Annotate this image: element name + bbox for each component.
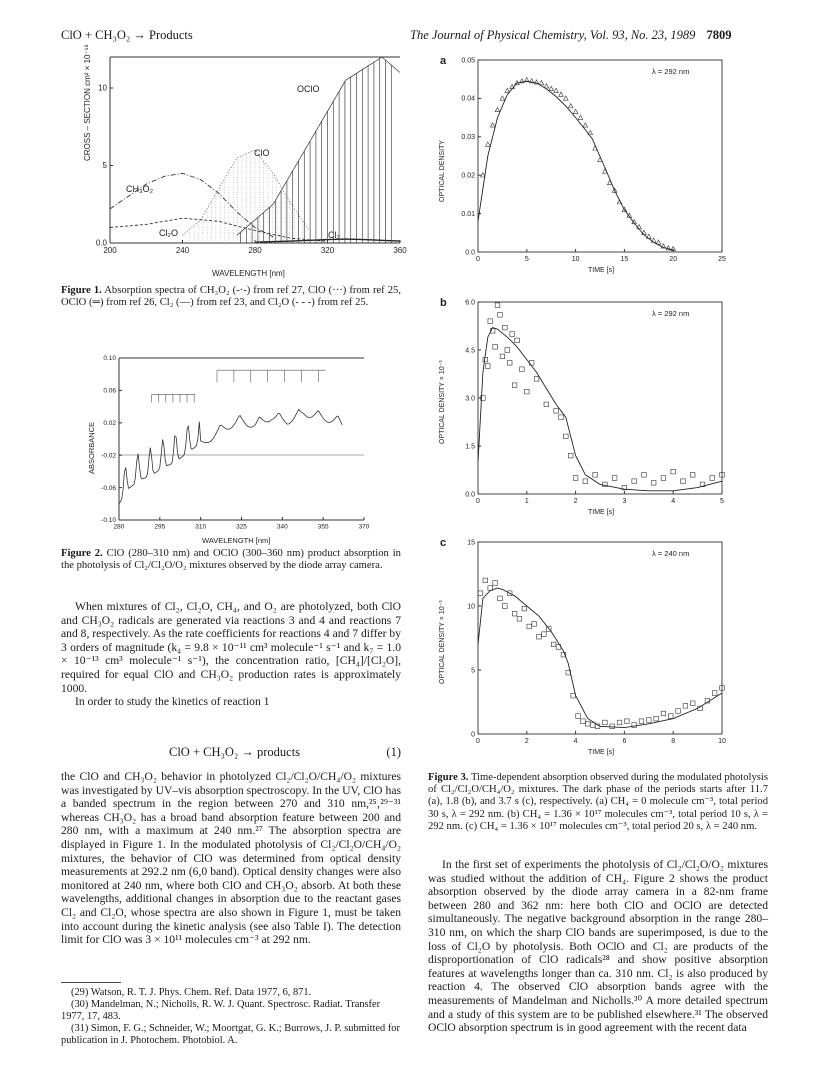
figure-3c-data-point: [503, 604, 508, 609]
figure-3a-data-point: [485, 142, 490, 146]
figure-3b-data-point: [534, 377, 539, 382]
figure-3c-data-point: [610, 724, 615, 729]
figure-3b-x-label: TIME [s]: [588, 509, 615, 516]
footnote-references: [61, 982, 401, 1047]
figure-1-caption-label: Figure 1.: [61, 285, 102, 296]
figure-3c-data-point: [668, 714, 673, 719]
figure-1-caption-text: Absorption spectra of CH₃O₂ (-·-) from ref 27, ClO (···) from ref 25, OClO (═) from ref 26, Cl₂ (—) from ref 23, and Cl₂O (- - -) from ref 25.: [61, 285, 401, 309]
figure-3b-data-point: [520, 367, 525, 372]
figure-3a-data-point: [554, 88, 559, 92]
figure-3c-data-point: [654, 716, 659, 721]
figure-3b-plot: [465, 299, 724, 505]
figure-3c-data-point: [512, 611, 517, 616]
figure-1-x-tick-label: 240: [175, 246, 190, 255]
figure-3c-data-point: [576, 714, 581, 719]
figure-1-x-tick-label: 280: [248, 246, 262, 255]
figure-3a-data-point: [578, 115, 583, 119]
figure-3b-data-point: [690, 473, 695, 478]
figure-3b-data-point: [488, 319, 493, 324]
figure-3c-data-point: [537, 634, 542, 639]
figure-3a-fit-line: [478, 81, 673, 250]
figure-3a-data-point: [573, 109, 578, 113]
figure-3b-y-tick-label: 3.0: [465, 395, 475, 403]
figure-3c-data-point: [683, 704, 688, 709]
figure-3b-x-tick-label: 5: [720, 498, 724, 505]
figure-3a-chart: [430, 52, 760, 278]
equation-1: [61, 745, 401, 761]
figure-3c-fit-line: [478, 588, 722, 728]
figure-3b-y-label: OPTICAL DENSITY × 10⁻³: [439, 360, 446, 444]
figure-3c-data-point: [478, 591, 483, 596]
figure-3b-data-point: [525, 389, 530, 394]
figure-3c-y-tick-label: 15: [467, 539, 475, 547]
figure-3c-data-point: [676, 709, 681, 714]
figure-3c-data-point: [625, 719, 630, 724]
figure-3c-x-tick-label: 10: [718, 738, 726, 745]
figure-3b-fit-line: [478, 328, 722, 491]
figure-3c-x-tick-label: 6: [622, 738, 627, 745]
figure-3a-x-tick-label: 10: [571, 256, 580, 263]
figure-3b-data-point: [485, 364, 490, 369]
figure-2-x-label: WAVELENGTH [nm]: [202, 536, 271, 545]
figure-1-y-label: CROSS – SECTION cm² × 10⁻¹⁸: [83, 44, 92, 161]
figure-3c-data-point: [493, 581, 498, 586]
figure-3a-panel-letter: a: [440, 55, 447, 67]
figure-3b-data-point: [495, 303, 500, 308]
paragraph-mixtures: When mixtures of Cl₂, Cl₂O, CH₄, and O₂ are photolyzed, both ClO and CH₃O₂ radicals are generated via reactions 3 and 4 and reactions 7 and 8, respectively. As the rate coefficients for reactions 4 and 7 differ by 3 orders of magnitude (k₄ = 9.8 × 10⁻¹¹ cm³ molecule⁻¹ s⁻¹ and k₇ = 1.0 × 10⁻¹³ cm³ molecule⁻¹ s⁻¹), the concentration ratio, [CH₄]/[Cl₂O], required for equal ClO and CH₃O₂ production rates is approximately 1000.: [61, 600, 401, 695]
figure-3-caption: [428, 772, 768, 833]
figure-1-x-tick-label: 360: [393, 246, 407, 255]
figure-3c-data-point: [542, 632, 547, 637]
figure-3c-data-point: [690, 701, 695, 706]
label-oclo: OClO: [297, 84, 320, 94]
figure-3c-data-point: [571, 693, 576, 698]
paragraph-first-experiments: In the first set of experiments the photolysis of Cl₂/Cl₂O/O₂ mixtures was studied without the addition of CH₄. Figure 2 shows the product absorption observed by the diode array camera in a 82-nm frame between 280 and 362 nm: here both ClO and OClO are detected simultaneously. The negative background absorption in the range 280–310 nm, on which the sharp ClO bands are superimposed, is due to the loss of Cl₂O by photolysis. Both OClO and Cl₂ are products of the disproportionation of ClO radicals²⁸ and show positive absorption features at wavelengths longer than ca. 310 nm. Cl₂ is also produced by reaction 4. The observed ClO absorption bands agree with the measurements of Mandelman and Nicholls.³⁰ A more detailed spectrum and a study of this system are to be published elsewhere.³¹ The observed OClO absorption spectrum is in good agreement with the recent data: [428, 858, 768, 1035]
figure-3c-data-point: [551, 642, 556, 647]
figure-3b-x-tick-label: 2: [573, 498, 578, 505]
figure-3a-x-tick-label: 15: [620, 256, 629, 263]
figure-2-y-tick-label: 0.02: [103, 419, 116, 427]
figure-3b-data-point: [498, 313, 503, 318]
figure-3a-data-point: [490, 123, 495, 127]
figure-2-trace: [119, 409, 342, 504]
figure-3a-data-point: [656, 240, 661, 244]
figure-3a-y-tick-label: 0.02: [461, 172, 475, 180]
figure-3a-data-point: [568, 104, 573, 108]
figure-3b-data-point: [568, 453, 573, 458]
figure-3c-y-tick-label: 0: [471, 731, 475, 739]
figure-3a-data-point: [500, 96, 505, 100]
left-column-text-continued: [61, 770, 401, 947]
series-cl2o-line: [110, 218, 328, 241]
figure-3a-y-tick-label: 0.04: [461, 95, 475, 103]
figure-3a-x-tick-label: 25: [718, 256, 726, 263]
figure-1-chart: [82, 44, 407, 285]
figure-3c-data-point: [517, 617, 522, 622]
figure-3b-data-point: [505, 348, 510, 353]
figure-2-x-tick-label: 295: [154, 523, 166, 531]
figure-3b-data-point: [512, 383, 517, 388]
label-cl2: Cl₂: [328, 230, 340, 240]
label-cl2o: Cl₂O: [159, 228, 178, 238]
figure-3: [430, 52, 760, 772]
figure-3c-data-point: [498, 596, 503, 601]
figure-3c-data-point: [527, 624, 532, 629]
figure-3c-x-tick-label: 2: [524, 738, 529, 745]
figure-3c-x-tick-label: 0: [476, 738, 480, 745]
paragraph-uv-spectroscopy: the ClO and CH₃O₂ behavior in photolyzed Cl₂/Cl₂O/CH₄/O₂ mixtures was investigated by UV–vis absorption spectroscopy. In the UV, ClO has a banded spectrum in the region between 270 and 310 nm,²⁵‚²⁹⁻³¹ whereas CH₃O₂ has a broad band absorption feature between 200 and 280 nm, with a maximum at 240 nm.²⁷ The absorption spectra are displayed in Figure 1. In the modulated photolysis of Cl₂/Cl₂O/CH₄/O₂ mixtures, the behavior of ClO was determined from optical density measurements at 292.2 nm (6,0 band). Optical density changes were also monitored at 240 nm, where both ClO and CH₃O₂ absorb. At both these wavelengths, additional changes in absorption due to the reactant gases Cl₂ and Cl₂O, whose spectra are also shown in Figure 1, must be taken into account during the kinetic analysis (see also Table I). The detection limit for ClO was 3 × 10¹¹ molecules cm⁻³ at 292 nm.: [61, 770, 401, 947]
figure-3b-data-point: [515, 338, 520, 343]
figure-1-x-label: WAVELENGTH [nm]: [212, 269, 285, 278]
label-ch3o2: CH₃O₂: [126, 184, 154, 194]
figure-3b-data-point: [681, 479, 686, 484]
figure-2-y-tick-label: -0.06: [101, 484, 116, 492]
figure-3b-data-point: [503, 325, 508, 330]
figure-2-y-tick-label: 0.06: [103, 387, 116, 395]
figure-2-x-tick-label: 340: [276, 523, 288, 531]
equation-1-number: (1): [386, 745, 401, 759]
paragraph-kinetics-intro: In order to study the kinetics of reaction 1: [75, 695, 270, 709]
figure-3c-data-point: [661, 711, 666, 716]
figure-3a-data-point: [539, 81, 544, 85]
figure-2-x-tick-label: 325: [236, 523, 247, 531]
equation-1-body: ClO + CH₃O₂ → products: [169, 745, 301, 759]
figure-3c-wavelength: λ = 240 nm: [652, 549, 690, 558]
figure-2-x-tick-label: 280: [113, 523, 125, 531]
figure-2-caption-text: ClO (280–310 nm) and OClO (300–360 nm) product absorption in the photolysis of Cl₂/Cl₂O/O₂ mixtures observed by the diode array camera.: [61, 548, 401, 572]
figure-3c-x-tick-label: 8: [671, 738, 676, 745]
figure-3b-data-point: [651, 481, 656, 486]
figure-1-caption: [61, 285, 401, 309]
figure-3b-data-point: [564, 434, 569, 439]
series-clo-line: [183, 150, 310, 235]
figure-3a-plot: [461, 57, 726, 263]
figure-3c-data-point: [617, 720, 622, 725]
figure-2-x-tick-label: 310: [195, 523, 207, 531]
figure-1-x-tick-label: 200: [103, 246, 117, 255]
figure-3c-y-tick-label: 5: [471, 667, 475, 675]
page-number: 7809: [706, 28, 732, 42]
figure-3c-y-tick-label: 10: [467, 603, 475, 611]
figure-3a-data-point: [544, 84, 549, 88]
figure-3c-data-point: [590, 723, 595, 728]
figure-3a-data-point: [505, 88, 510, 92]
figure-3c-data-point: [532, 622, 537, 627]
figure-3a-data-point: [559, 92, 564, 96]
figure-3b-data-point: [710, 476, 715, 481]
figure-3-caption-label: Figure 3.: [428, 772, 469, 783]
figure-3b-data-point: [544, 402, 549, 407]
figure-1-x-tick-label: 320: [320, 246, 335, 255]
figure-3c-data-point: [522, 606, 527, 611]
footnote-rule: [61, 982, 121, 983]
running-header-journal: [410, 28, 732, 43]
figure-1-y-tick-label: 5: [102, 161, 107, 171]
figure-3a-y-tick-label: 0.01: [461, 210, 475, 218]
figure-2-y-tick-label: -0.02: [101, 452, 116, 460]
figure-2-y-tick-label: 0.10: [103, 355, 116, 363]
figure-3a-x-tick-label: 0: [476, 256, 480, 263]
figure-3c-plot: [467, 539, 726, 745]
figure-3b-x-tick-label: 0: [476, 498, 480, 505]
figure-3b-data-point: [661, 476, 666, 481]
figure-2-caption: [61, 548, 401, 572]
figure-3a-y-tick-label: 0.0: [465, 249, 475, 257]
figure-3b-data-point: [507, 361, 512, 366]
figure-3c-data-point: [712, 691, 717, 696]
figure-3a-x-label: TIME [s]: [588, 267, 615, 274]
figure-3b-x-tick-label: 4: [671, 498, 676, 505]
figure-3b-frame: [478, 302, 722, 494]
figure-3b-data-point: [493, 345, 498, 350]
figure-3b-y-tick-label: 0.0: [465, 491, 475, 499]
figure-2-y-label: ABSORBANCE: [87, 421, 96, 474]
journal-citation: The Journal of Physical Chemistry, Vol. 93, No. 23, 1989: [410, 28, 696, 42]
figure-3c-data-point: [647, 718, 652, 723]
figure-3c-frame: [478, 542, 722, 734]
figure-3a-x-tick-label: 5: [524, 256, 529, 263]
figure-3b-data-point: [593, 473, 598, 478]
figure-3c-y-label: OPTICAL DENSITY × 10⁻³: [439, 600, 446, 684]
figure-3b-data-point: [554, 409, 559, 414]
figure-2-caption-label: Figure 2.: [61, 548, 103, 559]
figure-3c-data-point: [483, 578, 488, 583]
figure-3c-data-point: [603, 720, 608, 725]
right-column-text: [428, 858, 768, 1035]
figure-3b-data-point: [500, 354, 505, 359]
figure-3b-data-point: [612, 476, 617, 481]
reference-30: (30) Mandelman, N.; Nicholls, R. W. J. Quant. Spectrosc. Radiat. Transfer 1977, 17, 483.: [61, 999, 381, 1022]
figure-3b-data-point: [671, 469, 676, 474]
figure-3c-x-label: TIME [s]: [588, 749, 615, 756]
figure-3b-data-point: [559, 415, 564, 420]
figure-3b-x-tick-label: 3: [622, 498, 627, 505]
figure-3a-data-point: [549, 86, 554, 90]
figure-3b-data-point: [583, 479, 588, 484]
label-clo: ClO: [254, 148, 270, 158]
figure-3a-y-tick-label: 0.05: [461, 57, 475, 65]
left-column-text: [61, 600, 401, 709]
figure-2-chart: [84, 355, 404, 550]
figure-3a-x-tick-label: 20: [669, 256, 678, 263]
figure-3b-y-tick-label: 4.5: [465, 347, 475, 355]
figure-3b-y-tick-label: 1.5: [465, 443, 475, 451]
running-header-title: ClO + CH₃O₂ → Products: [61, 28, 193, 42]
figure-3a-y-label: OPTICAL DENSITY: [439, 140, 446, 202]
reference-31: (31) Simon, F. G.; Schneider, W.; Moortgat, G. K.; Burrows, J. P. submitted for publication in J. Photochem. Photobiol. A.: [61, 1023, 400, 1046]
figure-1-y-tick-label: 0.0: [95, 238, 107, 248]
figure-3a-y-tick-label: 0.03: [461, 134, 475, 142]
figure-3c-x-tick-label: 4: [573, 738, 578, 745]
figure-3b-panel-letter: b: [440, 297, 447, 309]
figure-3c-data-point: [581, 719, 586, 724]
figure-3b-chart: [430, 294, 760, 520]
figure-3b-data-point: [510, 332, 515, 337]
figure-3b-wavelength: λ = 292 nm: [652, 309, 690, 318]
figure-3c-panel-letter: c: [440, 537, 447, 549]
figure-3-caption-text: Time-dependent absorption observed during the modulated photolysis of Cl₂/Cl₂O/CH₄/O₂ mixtures. The dark phase of the periods starts after 11.7 (a), 1.8 (b), and 3.7 s (c), respectively. (a) CH₄ = 0 molecule cm⁻³, total period 30 s, λ = 292 nm. (b) CH₄ = 1.36 × 10¹⁷ molecules cm⁻³, total period 10 s, λ = 292 nm. (c) CH₄ = 1.36 × 10¹⁷ molecules cm⁻³, total period 20 s, λ = 240 nm.: [428, 772, 768, 832]
figure-3a-wavelength: λ = 292 nm: [652, 67, 690, 76]
figure-3b-data-point: [573, 476, 578, 481]
figure-2-y-tick-label: -0.10: [101, 517, 116, 525]
figure-3a-data-point: [583, 123, 588, 127]
figure-3b-data-point: [632, 479, 637, 484]
figure-3c-data-point: [639, 719, 644, 724]
figure-2-x-tick-label: 355: [317, 523, 329, 531]
figure-3b-x-tick-label: 1: [524, 498, 529, 505]
figure-3c-data-point: [586, 721, 591, 726]
figure-3c-chart: [430, 534, 760, 760]
figure-3a-data-point: [495, 107, 500, 111]
figure-3a-data-point: [564, 96, 569, 100]
figure-3b-y-tick-label: 6.0: [465, 299, 475, 307]
figure-2-x-tick-label: 370: [358, 523, 370, 531]
reference-29: (29) Watson, R. T. J. Phys. Chem. Ref. Data 1977, 6, 871.: [71, 987, 312, 998]
figure-1-y-tick-label: 10: [98, 83, 107, 93]
figure-3b-data-point: [642, 473, 647, 478]
